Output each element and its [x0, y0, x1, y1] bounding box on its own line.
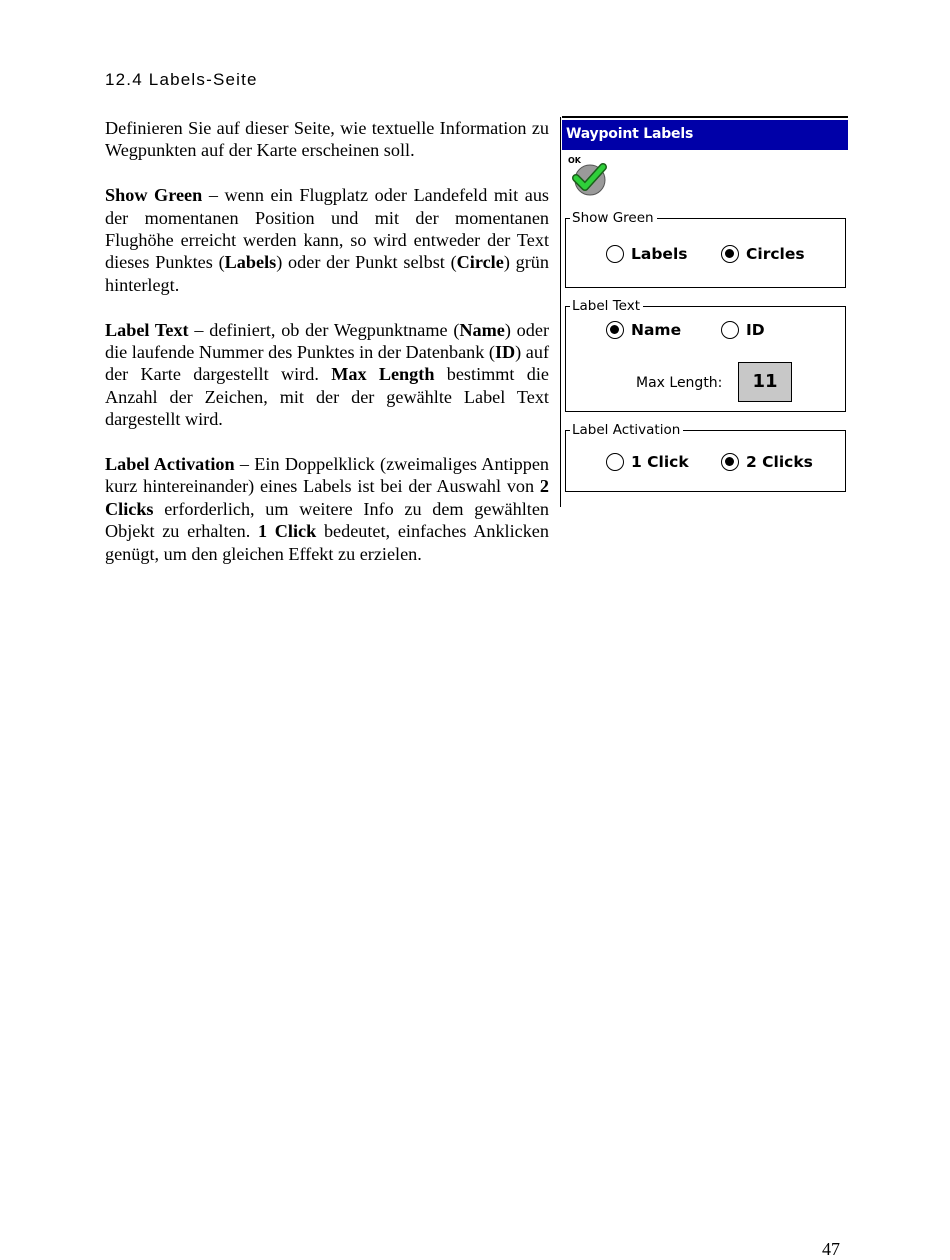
show-green-group [565, 210, 846, 288]
text-segment: ) auf der Karte dargestellt wird. [105, 342, 550, 385]
radio-2-clicks-label: 2 Clicks [746, 453, 813, 471]
column-divider [560, 117, 561, 507]
text-segment: – definiert, ob der Wegpunktname ( [188, 319, 460, 340]
text-segment: ) oder der Punkt selbst ( [276, 252, 457, 273]
label-activation-group [565, 422, 846, 492]
term-label-text: Label Text [105, 319, 189, 340]
radio-circles-label: Circles [746, 245, 805, 263]
page-number: 47 [822, 1239, 840, 1259]
radio-labels[interactable] [606, 245, 687, 263]
radio-circle [721, 321, 739, 339]
body-text [105, 117, 549, 587]
radio-name[interactable] [606, 321, 681, 339]
radio-name-label: Name [631, 321, 682, 339]
section-heading: 12.4 Labels-Seite [105, 70, 258, 89]
label-text-paragraph [105, 319, 549, 431]
radio-circle [606, 245, 624, 263]
label-activation-legend: Label Activation [570, 421, 683, 439]
text-segment: bestimmt die Anzahl der Zeichen, mit der der gewählte Label Text dargestellt wird. [105, 364, 550, 430]
term-2-clicks: 2 Clicks [105, 476, 549, 519]
radio-circle [606, 453, 624, 471]
text-segment: – wenn ein Flugplatz oder Landefeld mit aus der momentanen Position und mit der momentanen Flughöhe erreicht werden kann, so wird entweder der Text dieses Punktes ( [105, 185, 549, 273]
radio-circle [721, 453, 739, 471]
ok-button[interactable] [566, 154, 608, 196]
label-text-legend: Label Text [570, 297, 643, 315]
radio-2-clicks[interactable] [721, 453, 813, 471]
radio-1-click[interactable] [606, 453, 689, 471]
term-circle: Circle [456, 252, 504, 273]
term-name: Name [459, 319, 505, 340]
term-labels: Labels [224, 252, 277, 273]
term-max-length: Max Length [331, 364, 435, 385]
radio-1-click-label: 1 Click [631, 453, 689, 471]
radio-circle [606, 321, 624, 339]
term-show-green: Show Green [105, 185, 203, 206]
screen-top-border [562, 116, 848, 118]
ok-label: OK [568, 156, 581, 165]
text-segment: bedeutet, einfaches Anklicken genügt, um den gleichen Effekt zu erzielen. [105, 521, 549, 564]
radio-circles[interactable] [721, 245, 805, 263]
show-green-legend: Show Green [570, 209, 657, 227]
radio-labels-label: Labels [631, 245, 688, 263]
label-activation-paragraph [105, 453, 549, 565]
text-segment: – Ein Doppelklick (zweimaliges Antippen kurz hintereinander) eines Labels ist bei der Auswahl von [105, 454, 549, 497]
show-green-paragraph [105, 184, 549, 296]
radio-id[interactable] [721, 321, 765, 339]
text-segment: ) oder die laufende Nummer des Punktes in der Datenbank ( [105, 319, 550, 363]
intro-paragraph: Definieren Sie auf dieser Seite, wie textuelle Information zu Wegpunkten auf der Karte erscheinen soll. [105, 118, 549, 161]
term-1-click: 1 Click [257, 521, 317, 542]
window-titlebar: Waypoint Labels [562, 120, 848, 150]
label-text-group [565, 298, 846, 412]
radio-circle [721, 245, 739, 263]
text-segment: ) grün hinterlegt. [105, 252, 549, 295]
text-segment: erforderlich, um weitere Info zu dem gewählten Objekt zu erhalten. [105, 498, 549, 542]
radio-id-label: ID [746, 321, 765, 339]
term-id: ID [494, 342, 516, 363]
waypoint-labels-screenshot [562, 116, 848, 498]
max-length-field[interactable]: 11 [738, 362, 792, 402]
green-checkmark-icon [566, 154, 608, 196]
term-label-activation: Label Activation [105, 454, 235, 475]
max-length-label: Max Length: [636, 375, 723, 391]
